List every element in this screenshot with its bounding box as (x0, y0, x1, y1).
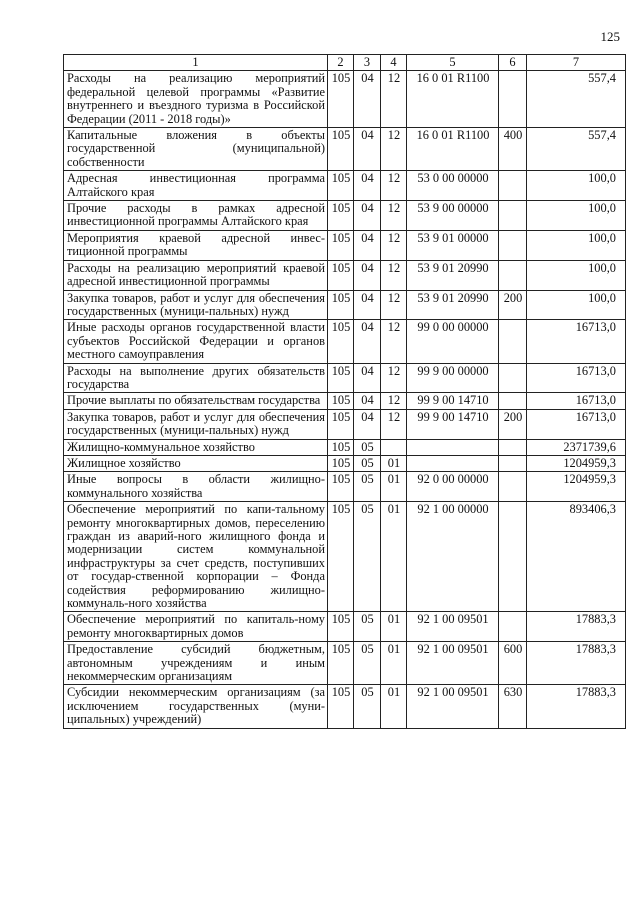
code-expense-type-cell: 630 (499, 685, 527, 728)
header-cell: 3 (354, 55, 381, 71)
code-admin-cell: 105 (328, 642, 354, 685)
item-name-cell: Обеспечение мероприятий по капиталь-ному ремонту многоквартирных домов (64, 612, 328, 642)
code-section-cell: 04 (354, 363, 381, 393)
code-subsection-cell: 01 (381, 685, 407, 728)
table-row (64, 502, 626, 612)
code-expense-type-cell (499, 320, 527, 363)
code-expense-type-cell (499, 71, 527, 128)
code-subsection-cell: 01 (381, 642, 407, 685)
code-expense-type-cell: 600 (499, 642, 527, 685)
code-admin-cell: 105 (328, 171, 354, 201)
item-name-cell: Мероприятия краевой адресной инвес-тиционной программы (64, 230, 328, 260)
amount-cell: 16713,0 (527, 320, 626, 363)
code-subsection-cell: 12 (381, 409, 407, 439)
item-name-cell: Предоставление субсидий бюджетным, автономным учреждениям и иным некоммерческим организациям (64, 642, 328, 685)
code-subsection-cell: 12 (381, 128, 407, 171)
code-section-cell: 05 (354, 642, 381, 685)
page-number: 125 (600, 29, 620, 44)
header-cell: 4 (381, 55, 407, 71)
code-target-cell: 99 9 00 14710 (407, 409, 499, 439)
table-row (64, 472, 626, 502)
amount-cell: 893406,3 (527, 502, 626, 612)
code-section-cell: 04 (354, 128, 381, 171)
item-name-cell: Прочие расходы в рамках адресной инвестиционной программы Алтайского края (64, 201, 328, 231)
code-target-cell: 99 9 00 00000 (407, 363, 499, 393)
item-name-cell: Расходы на реализацию мероприятий краевой адресной инвестиционной программы (64, 260, 328, 290)
code-admin-cell: 105 (328, 71, 354, 128)
code-subsection-cell: 12 (381, 290, 407, 320)
item-name-cell: Жилищно-коммунальное хозяйство (64, 439, 328, 455)
item-name-cell: Капитальные вложения в объекты государственной (муниципальной) собственности (64, 128, 328, 171)
item-name-cell: Иные расходы органов государственной власти субъектов Российской Федерации и органов местного самоуправления (64, 320, 328, 363)
code-expense-type-cell (499, 393, 527, 409)
table-row (64, 642, 626, 685)
code-expense-type-cell (499, 230, 527, 260)
table-row (64, 393, 626, 409)
code-target-cell: 92 1 00 00000 (407, 502, 499, 612)
code-section-cell: 04 (354, 320, 381, 363)
code-expense-type-cell (499, 455, 527, 471)
table-row (64, 685, 626, 728)
code-section-cell: 05 (354, 612, 381, 642)
amount-cell: 17883,3 (527, 612, 626, 642)
header-cell: 2 (328, 55, 354, 71)
code-subsection-cell: 01 (381, 502, 407, 612)
code-target-cell: 16 0 01 R1100 (407, 128, 499, 171)
code-subsection-cell: 12 (381, 393, 407, 409)
header-row (64, 55, 626, 71)
code-admin-cell: 105 (328, 455, 354, 471)
header-cell: 1 (64, 55, 328, 71)
table-row (64, 409, 626, 439)
code-target-cell: 53 9 00 00000 (407, 201, 499, 231)
amount-cell: 16713,0 (527, 363, 626, 393)
code-expense-type-cell (499, 260, 527, 290)
code-subsection-cell: 12 (381, 71, 407, 128)
code-expense-type-cell (499, 201, 527, 231)
item-name-cell: Обеспечение мероприятий по капи-тальному ремонту многоквартирных домов, переселению граждан из аварий-ного жилищного фонда и модернизации систем коммунальной инфраструктуры за счет средств, поступивших от государ-ственной корпорации – Фонда содействия реформированию жилищно-коммуналь-ного хозяйства (64, 502, 328, 612)
code-admin-cell: 105 (328, 612, 354, 642)
code-section-cell: 04 (354, 393, 381, 409)
header-cell: 7 (527, 55, 626, 71)
code-admin-cell: 105 (328, 393, 354, 409)
code-subsection-cell (381, 439, 407, 455)
amount-cell: 100,0 (527, 201, 626, 231)
code-admin-cell: 105 (328, 320, 354, 363)
code-subsection-cell: 01 (381, 472, 407, 502)
code-admin-cell: 105 (328, 439, 354, 455)
table-row (64, 612, 626, 642)
code-expense-type-cell: 200 (499, 290, 527, 320)
code-subsection-cell: 12 (381, 171, 407, 201)
item-name-cell: Прочие выплаты по обязательствам государства (64, 393, 328, 409)
table-row (64, 171, 626, 201)
amount-cell: 557,4 (527, 128, 626, 171)
budget-table (63, 54, 626, 729)
code-target-cell: 53 9 01 20990 (407, 290, 499, 320)
code-expense-type-cell (499, 472, 527, 502)
code-section-cell: 05 (354, 472, 381, 502)
code-target-cell: 92 0 00 00000 (407, 472, 499, 502)
amount-cell: 557,4 (527, 71, 626, 128)
amount-cell: 16713,0 (527, 393, 626, 409)
code-admin-cell: 105 (328, 290, 354, 320)
code-target-cell (407, 439, 499, 455)
item-name-cell: Расходы на выполнение других обязательств государства (64, 363, 328, 393)
code-expense-type-cell (499, 363, 527, 393)
table-row (64, 128, 626, 171)
amount-cell: 100,0 (527, 230, 626, 260)
amount-cell: 1204959,3 (527, 472, 626, 502)
code-admin-cell: 105 (328, 363, 354, 393)
code-admin-cell: 105 (328, 409, 354, 439)
code-target-cell: 92 1 00 09501 (407, 642, 499, 685)
amount-cell: 17883,3 (527, 642, 626, 685)
table-row (64, 230, 626, 260)
code-section-cell: 05 (354, 502, 381, 612)
code-subsection-cell: 12 (381, 320, 407, 363)
amount-cell: 100,0 (527, 171, 626, 201)
amount-cell: 17883,3 (527, 685, 626, 728)
code-expense-type-cell: 400 (499, 128, 527, 171)
table-row (64, 201, 626, 231)
code-section-cell: 05 (354, 439, 381, 455)
code-subsection-cell: 12 (381, 363, 407, 393)
amount-cell: 1204959,3 (527, 455, 626, 471)
code-section-cell: 04 (354, 409, 381, 439)
code-expense-type-cell (499, 502, 527, 612)
code-admin-cell: 105 (328, 201, 354, 231)
code-target-cell: 99 9 00 14710 (407, 393, 499, 409)
code-expense-type-cell (499, 612, 527, 642)
code-section-cell: 05 (354, 455, 381, 471)
code-expense-type-cell (499, 171, 527, 201)
header-cell: 5 (407, 55, 499, 71)
code-section-cell: 04 (354, 201, 381, 231)
amount-cell: 16713,0 (527, 409, 626, 439)
table-row (64, 363, 626, 393)
code-subsection-cell: 12 (381, 201, 407, 231)
table-row (64, 71, 626, 128)
code-expense-type-cell: 200 (499, 409, 527, 439)
code-section-cell: 04 (354, 171, 381, 201)
code-section-cell: 04 (354, 260, 381, 290)
code-target-cell: 16 0 01 R1100 (407, 71, 499, 128)
table-row (64, 290, 626, 320)
code-target-cell: 92 1 00 09501 (407, 612, 499, 642)
code-subsection-cell: 01 (381, 612, 407, 642)
table-row (64, 455, 626, 471)
code-admin-cell: 105 (328, 472, 354, 502)
table-row (64, 260, 626, 290)
code-admin-cell: 105 (328, 502, 354, 612)
amount-cell: 2371739,6 (527, 439, 626, 455)
code-admin-cell: 105 (328, 260, 354, 290)
code-section-cell: 04 (354, 71, 381, 128)
code-expense-type-cell (499, 439, 527, 455)
code-target-cell: 99 0 00 00000 (407, 320, 499, 363)
item-name-cell: Закупка товаров, работ и услуг для обеспечения государственных (муници-пальных) нужд (64, 290, 328, 320)
code-target-cell: 92 1 00 09501 (407, 685, 499, 728)
item-name-cell: Адресная инвестиционная программа Алтайского края (64, 171, 328, 201)
code-admin-cell: 105 (328, 230, 354, 260)
header-cell: 6 (499, 55, 527, 71)
amount-cell: 100,0 (527, 260, 626, 290)
item-name-cell: Субсидии некоммерческим организациям (за исключением государственных (муни-ципальных) учреждений) (64, 685, 328, 728)
item-name-cell: Иные вопросы в области жилищно-коммунального хозяйства (64, 472, 328, 502)
code-section-cell: 05 (354, 685, 381, 728)
code-subsection-cell: 01 (381, 455, 407, 471)
table-row (64, 320, 626, 363)
code-target-cell: 53 9 01 00000 (407, 230, 499, 260)
code-subsection-cell: 12 (381, 230, 407, 260)
item-name-cell: Жилищное хозяйство (64, 455, 328, 471)
amount-cell: 100,0 (527, 290, 626, 320)
code-section-cell: 04 (354, 290, 381, 320)
code-admin-cell: 105 (328, 685, 354, 728)
code-section-cell: 04 (354, 230, 381, 260)
code-target-cell: 53 0 00 00000 (407, 171, 499, 201)
code-subsection-cell: 12 (381, 260, 407, 290)
code-target-cell (407, 455, 499, 471)
item-name-cell: Расходы на реализацию мероприятий федеральной целевой программы «Развитие внутреннего и въездного туризма в Российской Федерации (2011 - 2018 годы)» (64, 71, 328, 128)
item-name-cell: Закупка товаров, работ и услуг для обеспечения государственных (муници-пальных) нужд (64, 409, 328, 439)
code-target-cell: 53 9 01 20990 (407, 260, 499, 290)
table-row (64, 439, 626, 455)
code-admin-cell: 105 (328, 128, 354, 171)
